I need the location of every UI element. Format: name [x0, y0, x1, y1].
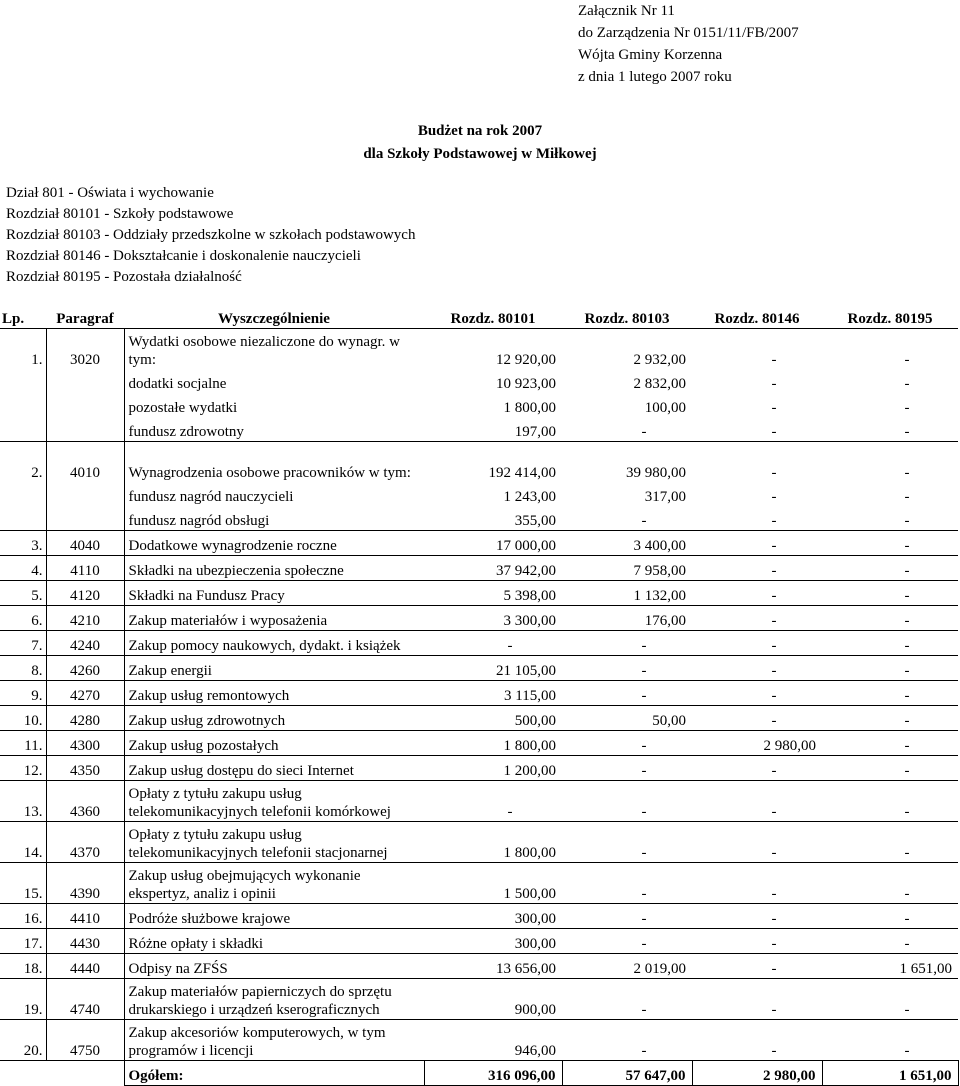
cell-description: Zakup energii — [124, 656, 424, 681]
table-row — [0, 393, 958, 417]
cell-rozdz-80146: - — [692, 606, 822, 631]
cell-lp — [0, 417, 46, 442]
cell-description: fundusz nagród obsługi — [124, 506, 424, 531]
cell-lp: 5. — [0, 581, 46, 606]
cell-rozdz-80195: - — [822, 756, 958, 781]
cell-paragraf: 4270 — [46, 681, 124, 706]
cell-lp: 11. — [0, 731, 46, 756]
cell-rozdz-80146: - — [692, 631, 822, 656]
col-header-desc: Wyszczególnienie — [124, 306, 424, 329]
table-row — [0, 979, 958, 1020]
table-row — [0, 329, 958, 370]
cell-rozdz-80101: 900,00 — [424, 979, 562, 1020]
cell-description: Opłaty z tytułu zakupu usług telekomunikacyjnych telefonii komórkowej — [124, 781, 424, 822]
cell-rozdz-80103: 2 832,00 — [633, 376, 686, 392]
section-line: Dział 801 - Oświata i wychowanie — [6, 185, 214, 201]
cell-lp — [0, 482, 46, 506]
cell-lp: 4. — [0, 556, 46, 581]
cell-paragraf — [46, 417, 124, 442]
cell-description: Zakup usług pozostałych — [124, 731, 424, 756]
total-rozdz-80101: 316 096,00 — [424, 1061, 562, 1086]
cell-rozdz-80146: - — [692, 656, 822, 681]
cell-rozdz-80195: - — [822, 979, 958, 1020]
table-row — [0, 417, 958, 442]
col-header-r2: Rozdz. 80103 — [562, 306, 692, 329]
cell-paragraf: 4360 — [46, 781, 124, 822]
cell-rozdz-80195: - — [822, 581, 958, 606]
cell-lp: 1. — [0, 329, 46, 370]
cell-rozdz-80103: - — [562, 822, 692, 863]
cell-description: Zakup materiałów i wyposażenia — [124, 606, 424, 631]
table-row — [0, 781, 958, 822]
cell-description: fundusz nagród nauczycieli — [128, 489, 294, 505]
cell-paragraf — [46, 506, 124, 531]
cell-rozdz-80146: - — [692, 1020, 822, 1061]
cell-rozdz-80146: - — [692, 863, 822, 904]
section-line: Rozdział 80146 - Dokształcanie i doskonalenie nauczycieli — [6, 248, 361, 264]
table-row — [0, 656, 958, 681]
cell-rozdz-80101: 1 800,00 — [424, 731, 562, 756]
cell-rozdz-80103: - — [562, 863, 692, 904]
section-list — [6, 183, 415, 288]
cell-rozdz-80146: - — [692, 822, 822, 863]
cell-description: Zakup usług dostępu do sieci Internet — [124, 756, 424, 781]
cell-rozdz-80195: - — [822, 822, 958, 863]
cell-lp — [0, 506, 46, 531]
cell-rozdz-80195: 1 651,00 — [822, 954, 958, 979]
cell-lp: 9. — [0, 681, 46, 706]
table-row — [0, 1020, 958, 1061]
cell-rozdz-80195: - — [822, 904, 958, 929]
cell-rozdz-80103: 50,00 — [562, 706, 692, 731]
table-row — [0, 531, 958, 556]
cell-paragraf: 3020 — [46, 329, 124, 370]
cell-lp: 17. — [0, 929, 46, 954]
col-header-r4: Rozdz. 80195 — [822, 306, 958, 329]
total-row — [0, 1061, 958, 1086]
cell-rozdz-80146: - — [771, 489, 777, 505]
cell-rozdz-80101: 5 398,00 — [424, 581, 562, 606]
cell-lp — [0, 393, 46, 417]
cell-paragraf: 4260 — [46, 656, 124, 681]
cell-lp: 2. — [0, 442, 46, 483]
cell-lp: 15. — [0, 863, 46, 904]
total-label: Ogółem: — [124, 1061, 424, 1086]
cell-lp: 8. — [0, 656, 46, 681]
cell-rozdz-80146: - — [692, 556, 822, 581]
cell-rozdz-80103: 3 400,00 — [562, 531, 692, 556]
header-line-1: Załącznik Nr 11 — [578, 3, 675, 19]
cell-paragraf: 4370 — [46, 822, 124, 863]
cell-rozdz-80146: - — [771, 352, 777, 368]
cell-rozdz-80195: - — [822, 656, 958, 681]
cell-rozdz-80103: 7 958,00 — [562, 556, 692, 581]
cell-paragraf: 4430 — [46, 929, 124, 954]
cell-description: Zakup materiałów papierniczych do sprzętu drukarskiego i urządzeń kserograficznych — [124, 979, 424, 1020]
cell-rozdz-80103: - — [562, 656, 692, 681]
cell-rozdz-80195: - — [904, 489, 910, 505]
cell-rozdz-80146: - — [692, 979, 822, 1020]
cell-rozdz-80195: - — [904, 352, 910, 368]
cell-lp: 6. — [0, 606, 46, 631]
cell-rozdz-80146: - — [692, 506, 822, 531]
cell-description: Składki na Fundusz Pracy — [124, 581, 424, 606]
total-rozdz-80195: 1 651,00 — [822, 1061, 958, 1086]
cell-rozdz-80101: 13 656,00 — [424, 954, 562, 979]
cell-rozdz-80146: - — [692, 756, 822, 781]
table-header-row — [0, 306, 958, 329]
table-row — [0, 904, 958, 929]
cell-rozdz-80103: - — [562, 506, 692, 531]
cell-paragraf: 4210 — [46, 606, 124, 631]
cell-rozdz-80195: - — [822, 606, 958, 631]
cell-paragraf: 4040 — [46, 531, 124, 556]
cell-description: Zakup usług remontowych — [124, 681, 424, 706]
cell-rozdz-80103: 100,00 — [644, 400, 686, 416]
cell-description: Zakup usług obejmujących wykonanie ekspertyz, analiz i opinii — [124, 863, 424, 904]
cell-rozdz-80103: - — [562, 681, 692, 706]
cell-rozdz-80195: - — [822, 631, 958, 656]
cell-paragraf: 4300 — [46, 731, 124, 756]
cell-description: Dodatkowe wynagrodzenie roczne — [124, 531, 424, 556]
cell-rozdz-80146: - — [692, 531, 822, 556]
cell-rozdz-80101: 12 920,00 — [496, 352, 556, 368]
section-line: Rozdział 80103 - Oddziały przedszkolne w szkołach podstawowych — [6, 227, 416, 243]
table-row — [0, 681, 958, 706]
cell-lp: 12. — [0, 756, 46, 781]
cell-description: Różne opłaty i składki — [124, 929, 424, 954]
cell-rozdz-80101: 1 800,00 — [503, 400, 556, 416]
header-line-4: z dnia 1 lutego 2007 roku — [578, 69, 732, 85]
cell-rozdz-80103: 1 132,00 — [562, 581, 692, 606]
cell-rozdz-80146: - — [692, 954, 822, 979]
cell-rozdz-80195: - — [822, 1020, 958, 1061]
cell-rozdz-80101: 1 500,00 — [424, 863, 562, 904]
cell-description: Zakup usług zdrowotnych — [124, 706, 424, 731]
cell-rozdz-80103: - — [562, 417, 692, 442]
title-line-1: Budżet na rok 2007 — [417, 123, 543, 139]
cell-rozdz-80101: 192 414,00 — [488, 465, 556, 481]
total-rozdz-80146: 2 980,00 — [692, 1061, 822, 1086]
cell-lp: 20. — [0, 1020, 46, 1061]
cell-rozdz-80103: 2 019,00 — [562, 954, 692, 979]
cell-rozdz-80101: 21 105,00 — [424, 656, 562, 681]
cell-rozdz-80103: - — [562, 904, 692, 929]
cell-rozdz-80146: - — [692, 781, 822, 822]
cell-rozdz-80101: 37 942,00 — [424, 556, 562, 581]
cell-rozdz-80103: 317,00 — [644, 489, 686, 505]
section-line: Rozdział 80101 - Szkoły podstawowe — [6, 206, 234, 222]
table-row — [0, 822, 958, 863]
table-body — [0, 329, 958, 1086]
col-header-lp: Lp. — [0, 306, 46, 329]
cell-rozdz-80101: 300,00 — [424, 929, 562, 954]
cell-paragraf: 4410 — [46, 904, 124, 929]
total-empty-paragraf — [46, 1061, 124, 1086]
cell-rozdz-80146: - — [771, 465, 777, 481]
cell-description: Zakup pomocy naukowych, dydakt. i książek — [124, 631, 424, 656]
cell-paragraf: 4110 — [46, 556, 124, 581]
cell-description: Zakup akcesoriów komputerowych, w tym programów i licencji — [124, 1020, 424, 1061]
cell-rozdz-80195: - — [904, 376, 910, 392]
cell-rozdz-80195: - — [822, 706, 958, 731]
cell-description: pozostałe wydatki — [128, 400, 238, 416]
cell-rozdz-80195: - — [822, 506, 958, 531]
cell-paragraf: 4120 — [46, 581, 124, 606]
cell-rozdz-80195: - — [822, 863, 958, 904]
cell-rozdz-80195: - — [822, 781, 958, 822]
cell-paragraf — [46, 393, 124, 417]
cell-lp: 3. — [0, 531, 46, 556]
cell-paragraf: 4390 — [46, 863, 124, 904]
cell-rozdz-80146: - — [692, 581, 822, 606]
col-header-paragraf: Paragraf — [46, 306, 124, 329]
budget-table — [0, 306, 959, 1086]
cell-rozdz-80103: 2 932,00 — [633, 352, 686, 368]
cell-paragraf: 4010 — [46, 442, 124, 483]
table-row — [0, 506, 958, 531]
cell-rozdz-80146: - — [692, 929, 822, 954]
cell-rozdz-80146: - — [692, 904, 822, 929]
table-row — [0, 442, 958, 483]
cell-rozdz-80195: - — [822, 731, 958, 756]
cell-rozdz-80101: 946,00 — [424, 1020, 562, 1061]
header-line-3: Wójta Gminy Korzenna — [578, 47, 723, 63]
cell-paragraf: 4740 — [46, 979, 124, 1020]
cell-rozdz-80146: 2 980,00 — [692, 731, 822, 756]
cell-description: Opłaty z tytułu zakupu usług telekomunikacyjnych telefonii stacjonarnej — [124, 822, 424, 863]
cell-rozdz-80195: - — [822, 417, 958, 442]
cell-description: Podróże służbowe krajowe — [124, 904, 424, 929]
cell-rozdz-80195: - — [822, 531, 958, 556]
cell-description: Wynagrodzenia osobowe pracowników w tym: — [128, 465, 411, 481]
cell-description: Składki na ubezpieczenia społeczne — [124, 556, 424, 581]
cell-rozdz-80103: - — [562, 1020, 692, 1061]
cell-paragraf: 4240 — [46, 631, 124, 656]
cell-description: fundusz zdrowotny — [124, 417, 424, 442]
cell-rozdz-80101: 1 800,00 — [424, 822, 562, 863]
cell-rozdz-80195: - — [904, 465, 910, 481]
cell-rozdz-80146: - — [692, 706, 822, 731]
cell-rozdz-80146: - — [771, 376, 777, 392]
cell-rozdz-80101: 3 115,00 — [424, 681, 562, 706]
header-line-2: do Zarządzenia Nr 0151/11/FB/2007 — [578, 25, 799, 41]
table-row — [0, 756, 958, 781]
cell-rozdz-80101: 300,00 — [424, 904, 562, 929]
cell-rozdz-80101: 197,00 — [424, 417, 562, 442]
cell-rozdz-80101: 3 300,00 — [424, 606, 562, 631]
cell-rozdz-80101: 355,00 — [424, 506, 562, 531]
table-row — [0, 929, 958, 954]
cell-rozdz-80195: - — [822, 681, 958, 706]
cell-rozdz-80101: - — [424, 631, 562, 656]
total-empty-lp — [0, 1061, 46, 1086]
table-row — [0, 731, 958, 756]
table-row — [0, 631, 958, 656]
cell-rozdz-80103: 39 980,00 — [626, 465, 686, 481]
table-row — [0, 482, 958, 506]
table-row — [0, 606, 958, 631]
table-row — [0, 556, 958, 581]
table-row — [0, 581, 958, 606]
cell-rozdz-80103: 176,00 — [562, 606, 692, 631]
cell-paragraf: 4750 — [46, 1020, 124, 1061]
cell-rozdz-80195: - — [822, 556, 958, 581]
cell-rozdz-80101: 500,00 — [424, 706, 562, 731]
table-row — [0, 863, 958, 904]
cell-rozdz-80195: - — [822, 929, 958, 954]
cell-lp: 16. — [0, 904, 46, 929]
cell-rozdz-80103: - — [562, 631, 692, 656]
attachment-header — [578, 0, 958, 88]
cell-paragraf: 4280 — [46, 706, 124, 731]
cell-rozdz-80101: 10 923,00 — [496, 376, 556, 392]
cell-description: dodatki socjalne — [128, 376, 227, 392]
table-row — [0, 954, 958, 979]
section-line: Rozdział 80195 - Pozostała działalność — [6, 269, 242, 285]
title-line-2: dla Szkoły Podstawowej w Miłkowej — [363, 146, 597, 162]
cell-rozdz-80103: - — [562, 979, 692, 1020]
table-row — [0, 369, 958, 393]
cell-rozdz-80103: - — [562, 929, 692, 954]
document-title — [0, 120, 960, 166]
cell-paragraf — [46, 482, 124, 506]
cell-paragraf: 4350 — [46, 756, 124, 781]
cell-rozdz-80101: 1 243,00 — [503, 489, 556, 505]
cell-lp: 13. — [0, 781, 46, 822]
cell-rozdz-80146: - — [771, 400, 777, 416]
cell-rozdz-80101: - — [424, 781, 562, 822]
cell-rozdz-80195: - — [904, 400, 910, 416]
table-row — [0, 706, 958, 731]
col-header-r1: Rozdz. 80101 — [424, 306, 562, 329]
cell-lp: 14. — [0, 822, 46, 863]
cell-rozdz-80103: - — [562, 781, 692, 822]
col-header-r3: Rozdz. 80146 — [692, 306, 822, 329]
total-rozdz-80103: 57 647,00 — [562, 1061, 692, 1086]
cell-paragraf: 4440 — [46, 954, 124, 979]
cell-lp: 18. — [0, 954, 46, 979]
cell-rozdz-80146: - — [692, 417, 822, 442]
cell-lp — [0, 369, 46, 393]
cell-description: Odpisy na ZFŚS — [124, 954, 424, 979]
cell-rozdz-80101: 17 000,00 — [424, 531, 562, 556]
cell-rozdz-80146: - — [692, 681, 822, 706]
cell-rozdz-80101: 1 200,00 — [424, 756, 562, 781]
cell-rozdz-80103: - — [562, 756, 692, 781]
cell-paragraf — [46, 369, 124, 393]
cell-description: Wydatki osobowe niezaliczone do wynagr. w tym: — [128, 334, 401, 368]
cell-lp: 19. — [0, 979, 46, 1020]
cell-lp: 7. — [0, 631, 46, 656]
cell-rozdz-80103: - — [562, 731, 692, 756]
cell-lp: 10. — [0, 706, 46, 731]
